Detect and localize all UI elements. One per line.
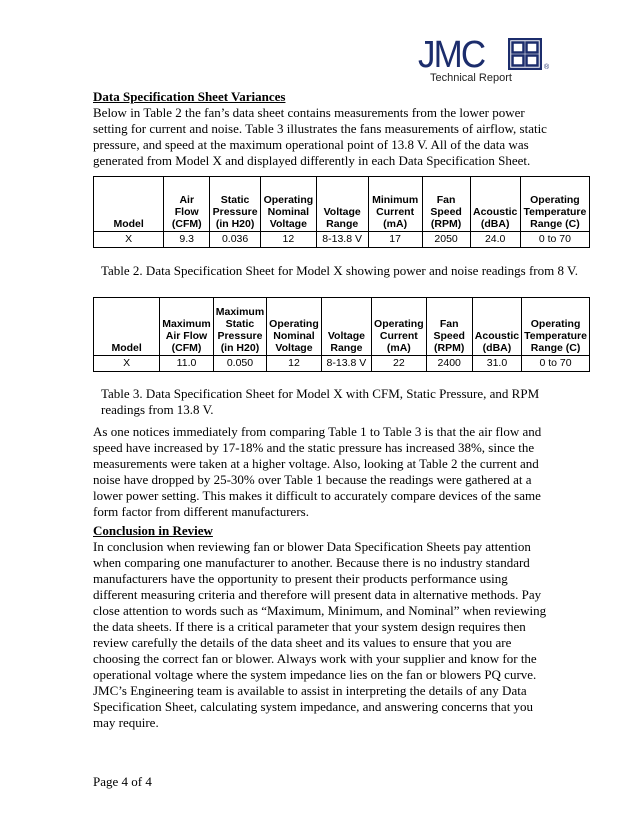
table-cell: 8-13.8 V <box>316 232 368 248</box>
section-title-variances: Data Specification Sheet Variances <box>93 89 286 104</box>
table-header: Acoustic (dBA) <box>472 298 521 356</box>
section-title-conclusion: Conclusion in Review <box>93 523 213 538</box>
logo-text: JMC <box>418 34 485 76</box>
registered-mark: ® <box>544 64 550 71</box>
table-cell: 8-13.8 V <box>321 356 371 372</box>
table-header: Fan Speed (RPM) <box>426 298 472 356</box>
table-2-caption: Table 2. Data Specification Sheet for Model X showing power and noise readings from 8 V. <box>101 263 578 278</box>
table-header: Operating Temperature Range (C) <box>520 177 589 232</box>
table-header: Maximum Static Pressure (in H20) <box>213 298 266 356</box>
table-row <box>94 232 590 248</box>
table-header: Static Pressure (in H20) <box>210 177 261 232</box>
table-cell: 0.050 <box>213 356 266 372</box>
table-header: Operating Nominal Voltage <box>261 177 317 232</box>
table-header: Maximum Air Flow (CFM) <box>160 298 213 356</box>
table-cell: 0 to 70 <box>522 356 590 372</box>
table-cell: 9.3 <box>164 232 210 248</box>
table-row <box>94 356 590 372</box>
conclusion-paragraph: In conclusion when reviewing fan or blower Data Specification Sheets pay attention when comparing one manufacturer to another. Because there is no industry standard manufacturers have the opportunity to present their products performance using different measuring criteria and therefore will present data in alternative methods. Pay close attention to words such as “Maximum, Minimum, and Nominal” when reviewing the data sheets. If there is a critical parameter that your system design requires then review carefully the details of the data sheet and its values to ensure that you are choosing the correct fan or blower. Always work with your supplier and know for the operational voltage where the system impedance lies on the fan or blowers PQ curve. JMC’s Engineering team is available to assist in interpreting the details of any Data Specification Sheet, calculating system impedance, and answering concerns that you may require. <box>93 539 547 730</box>
table-cell: 22 <box>372 356 427 372</box>
table-header: Voltage Range <box>321 298 371 356</box>
table-cell: 12 <box>267 356 322 372</box>
company-logo <box>418 36 553 88</box>
table-cell: X <box>94 356 160 372</box>
table-header: Air Flow (CFM) <box>164 177 210 232</box>
table-cell: 12 <box>261 232 317 248</box>
table-cell: 31.0 <box>472 356 521 372</box>
spec-table-2 <box>93 176 590 248</box>
logo-grid-icon <box>508 38 542 70</box>
table-cell: 11.0 <box>160 356 213 372</box>
table-header: Model <box>94 298 160 356</box>
table-header: Minimum Current (mA) <box>368 177 422 232</box>
table-header: Operating Nominal Voltage <box>267 298 322 356</box>
table-cell: 0 to 70 <box>520 232 589 248</box>
variances-paragraph: Below in Table 2 the fan’s data sheet contains measurements from the lower power setting for current and noise. Table 3 illustrates the fans measurements of airflow, static pressure, and speed at the maximum operational point of 13.8 V. All of the data was generated from Model X and displayed differently in each Data Specification Sheet. <box>93 105 547 168</box>
table-cell: 2050 <box>422 232 470 248</box>
table-3-caption: Table 3. Data Specification Sheet for Model X with CFM, Static Pressure, and RPM readings from 13.8 V. <box>101 386 540 417</box>
table-header: Fan Speed (RPM) <box>422 177 470 232</box>
page-number: Page 4 of 4 <box>93 774 152 789</box>
table-cell: 0.036 <box>210 232 261 248</box>
table-cell: 2400 <box>426 356 472 372</box>
table-cell: 24.0 <box>470 232 520 248</box>
spec-table-3 <box>93 297 590 372</box>
table-header: Operating Current (mA) <box>372 298 427 356</box>
table-header: Voltage Range <box>316 177 368 232</box>
table-header: Model <box>94 177 164 232</box>
analysis-paragraph: As one notices immediately from comparing Table 1 to Table 3 is that the air flow and speed have increased by 17-18% and the static pressure has increased 38%, since the measurements were taken at a higher voltage. Also, looking at Table 2 the current and noise have dropped by 25-30% over Table 1 because the readings were gathered at a lower power setting. This makes it difficult to accurately compare devices of the same form factor from different manufacturers. <box>93 424 542 519</box>
table-header: Acoustic (dBA) <box>470 177 520 232</box>
table-cell: 17 <box>368 232 422 248</box>
logo-subtitle: Technical Report <box>430 72 512 84</box>
table-header: Operating Temperature Range (C) <box>522 298 590 356</box>
table-cell: X <box>94 232 164 248</box>
